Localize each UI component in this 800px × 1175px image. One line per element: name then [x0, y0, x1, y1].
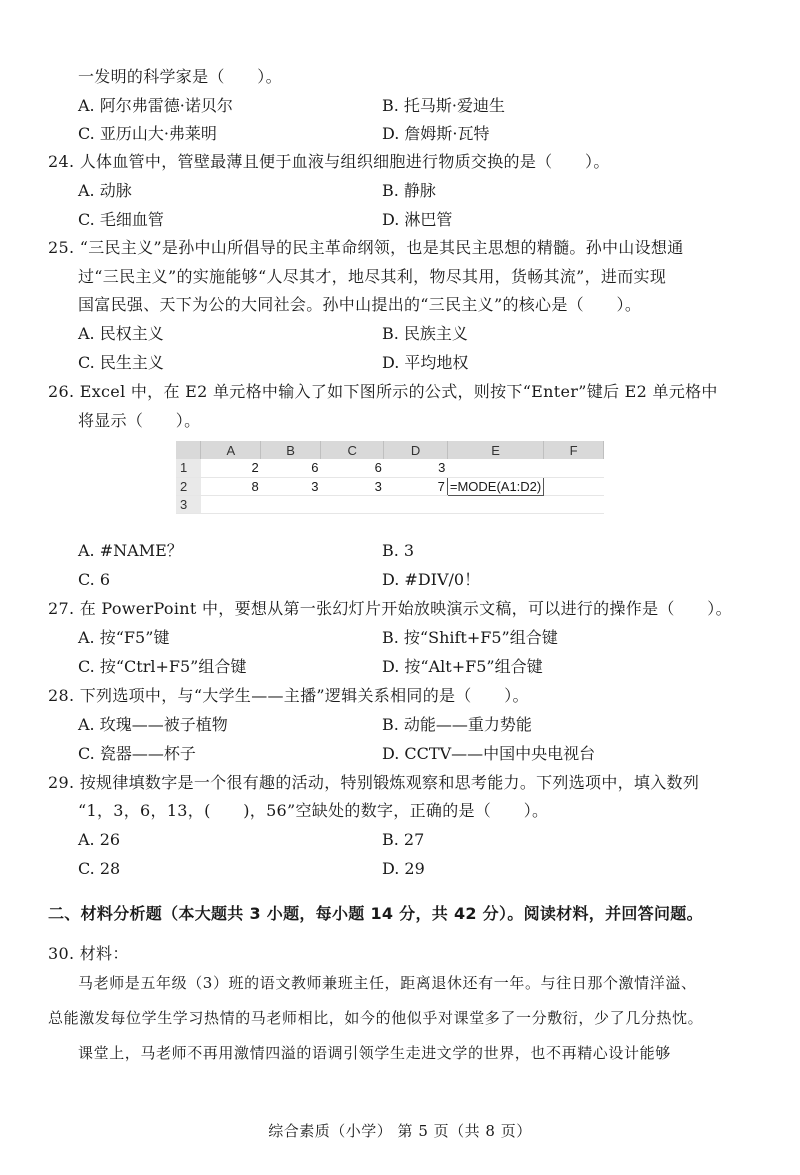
excel-row — [176, 477, 604, 495]
section-2-heading: 二、材料分析题（本大题共 3 小题，每小题 14 分，共 42 分）。阅读材料，并回答问题。 — [48, 904, 703, 923]
q29-option-b: B. 27 — [382, 830, 425, 849]
excel-cell — [320, 495, 383, 513]
q28-option-b: B. 动能——重力势能 — [382, 715, 532, 734]
page-footer: 综合素质（小学） 第 5 页（共 8 页） — [268, 1122, 532, 1140]
q29-option-c: C. 28 — [78, 859, 121, 878]
excel-cell: 6 — [320, 459, 383, 477]
q30-material-line-2: 总能激发每位学生学习热情的马老师相比，如今的他似乎对课堂多了一分敷衍，少了几分热忱。 — [48, 1009, 704, 1027]
excel-cell — [544, 459, 604, 477]
q27-option-d: D. 按“Alt+F5”组合键 — [382, 657, 543, 676]
excel-cell — [201, 495, 261, 513]
excel-cell — [544, 495, 604, 513]
excel-cell — [447, 495, 543, 513]
excel-screenshot — [176, 441, 604, 523]
q23-option-d: D. 詹姆斯·瓦特 — [382, 124, 490, 143]
excel-row-header: 1 — [176, 459, 201, 477]
q23-stem-tail: 一发明的科学家是（ ）。 — [78, 67, 282, 86]
q25-option-b: B. 民族主义 — [382, 324, 468, 343]
excel-col-header: A — [201, 441, 261, 459]
excel-cell: 6 — [261, 459, 321, 477]
q27-option-c: C. 按“Ctrl+F5”组合键 — [78, 657, 247, 676]
excel-cell: 7 — [384, 477, 447, 495]
excel-col-header: F — [544, 441, 604, 459]
q28-option-a: A. 玫瑰——被子植物 — [78, 715, 228, 734]
q23-option-c: C. 亚历山大·弗莱明 — [78, 124, 217, 143]
excel-grid — [176, 441, 604, 514]
q24-option-b: B. 静脉 — [382, 181, 436, 200]
excel-cell — [447, 459, 543, 477]
q26-option-d: D. #DIV/0！ — [382, 570, 481, 589]
excel-cell — [384, 495, 447, 513]
excel-cell: 3 — [261, 477, 321, 495]
excel-cell: 2 — [201, 459, 261, 477]
excel-row — [176, 459, 604, 477]
q25-stem-line-1: 25. “三民主义”是孙中山所倡导的民主革命纲领，也是其民主思想的精髓。孙中山设想通 — [48, 238, 684, 257]
excel-corner — [176, 441, 201, 459]
q30-material-line-3: 课堂上，马老师不再用激情四溢的语调引领学生走进文学的世界，也不再精心设计能够 — [78, 1044, 671, 1062]
excel-row-header: 3 — [176, 495, 201, 513]
q28-option-c: C. 瓷器——杯子 — [78, 744, 196, 763]
excel-cell — [544, 477, 604, 495]
excel-cell: 3 — [320, 477, 383, 495]
excel-cell — [261, 495, 321, 513]
q25-option-c: C. 民生主义 — [78, 353, 164, 372]
q26-option-b: B. 3 — [382, 541, 415, 560]
q23-option-a: A. 阿尔弗雷德·诺贝尔 — [78, 96, 233, 115]
excel-row — [176, 495, 604, 513]
excel-col-header: B — [261, 441, 321, 459]
q27-stem: 27. 在 PowerPoint 中，要想从第一张幻灯片开始放映演示文稿，可以进行的操作是（ ）。 — [48, 599, 732, 618]
q24-option-c: C. 毛细血管 — [78, 210, 164, 229]
q30-label: 30. 材料： — [48, 944, 129, 963]
q26-option-a: A. #NAME？ — [78, 541, 183, 560]
q25-option-d: D. 平均地权 — [382, 353, 469, 372]
q24-stem: 24. 人体血管中，管壁最薄且便于血液与组织细胞进行物质交换的是（ ）。 — [48, 152, 610, 171]
excel-row-header: 2 — [176, 477, 201, 495]
q27-option-b: B. 按“Shift+F5”组合键 — [382, 628, 558, 647]
q25-stem-line-2: 过“三民主义”的实施能够“人尽其才，地尽其利，物尽其用，货畅其流”，进而实现 — [78, 267, 667, 286]
excel-cell-formula: =MODE(A1:D2) — [447, 477, 543, 495]
q28-option-d: D. CCTV——中国中央电视台 — [382, 744, 596, 763]
q29-stem-line-1: 29. 按规律填数字是一个很有趣的活动，特别锻炼观察和思考能力。下列选项中，填入数列 — [48, 773, 700, 792]
q29-option-a: A. 26 — [78, 830, 121, 849]
excel-col-header: E — [447, 441, 543, 459]
q25-stem-line-3: 国富民强、天下为公的大同社会。孙中山提出的“三民主义”的核心是（ ）。 — [78, 295, 642, 314]
q26-stem-line-1: 26. Excel 中，在 E2 单元格中输入了如下图所示的公式，则按下“Enter”键后 E2 单元格中 — [48, 382, 718, 401]
q28-stem: 28. 下列选项中，与“大学生——主播”逻辑关系相同的是（ ）。 — [48, 686, 529, 705]
q27-option-a: A. 按“F5”键 — [78, 628, 170, 647]
q26-stem-line-2: 将显示（ ）。 — [78, 411, 201, 430]
excel-col-header: D — [384, 441, 447, 459]
q24-option-a: A. 动脉 — [78, 181, 132, 200]
q26-option-c: C. 6 — [78, 570, 111, 589]
excel-col-header: C — [320, 441, 383, 459]
q23-option-b: B. 托马斯·爱迪生 — [382, 96, 506, 115]
q29-option-d: D. 29 — [382, 859, 425, 878]
q30-material-line-1: 马老师是五年级（3）班的语文教师兼班主任，距离退休还有一年。与往日那个激情洋溢、 — [78, 974, 697, 992]
excel-cell: 8 — [201, 477, 261, 495]
q24-option-d: D. 淋巴管 — [382, 210, 453, 229]
q25-option-a: A. 民权主义 — [78, 324, 164, 343]
excel-cell: 3 — [384, 459, 447, 477]
q29-stem-line-2: “1，3，6，13，( )，56”空缺处的数字，正确的是（ ）。 — [78, 801, 549, 820]
excel-header-row — [176, 441, 604, 459]
